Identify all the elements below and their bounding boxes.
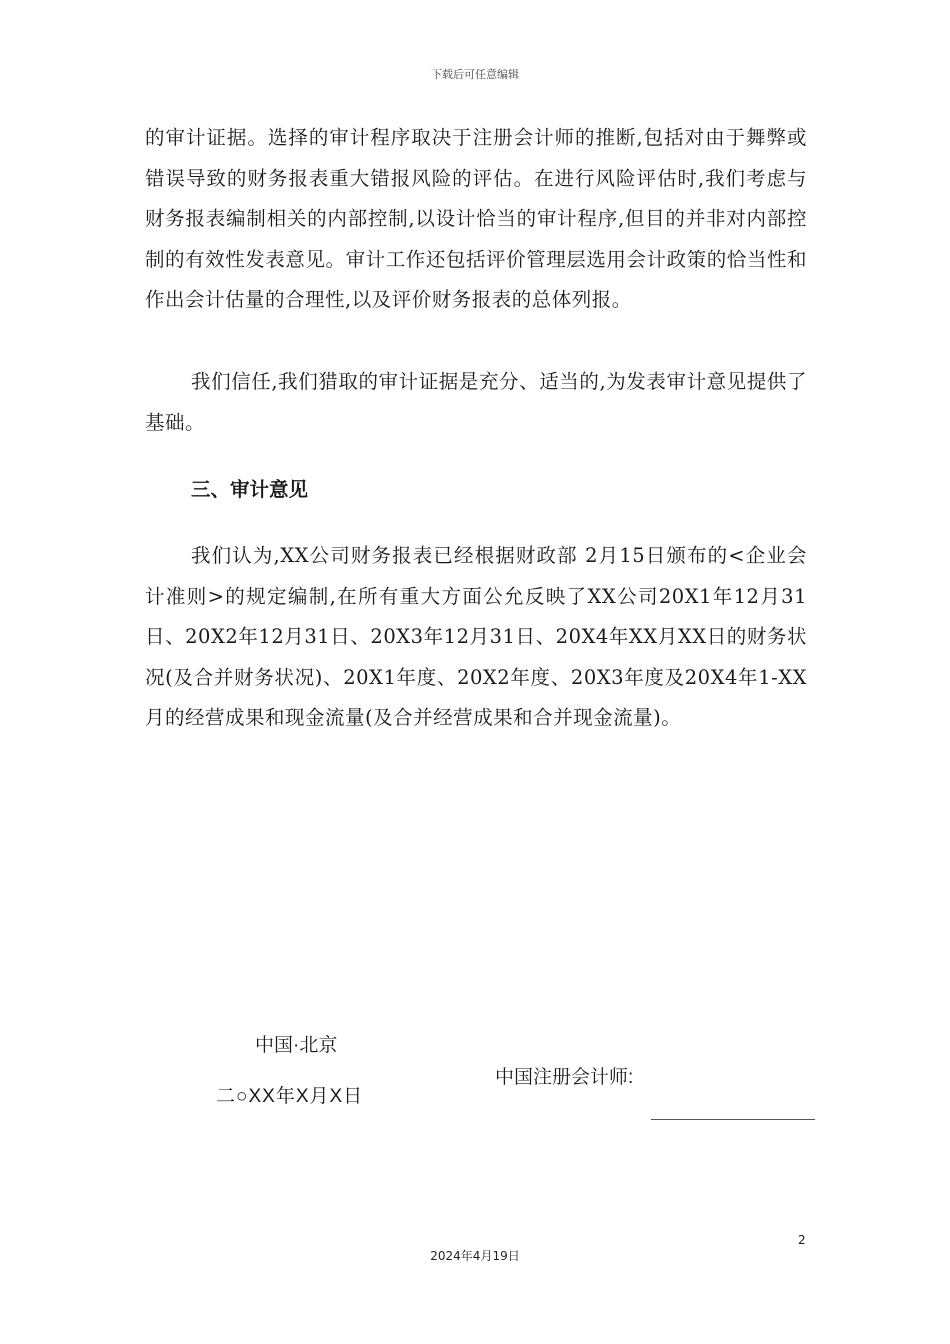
paragraph-audit-evidence: 的审计证据。选择的审计程序取决于注册会计师的推断,包括对由于舞弊或错误导致的财务报表重大错报风险的评估。在进行风险评估时,我们考虑与财务报表编制相关的内部控制,以设计恰当的审计程序,但目的并非对内部控制的有效性发表意见。审计工作还包括评价管理层选用会计政策的恰当性和作出会计估量的合理性,以及评价财务报表的总体列报。 [145,126,807,311]
paragraph-audit-opinion: 我们认为,XX公司财务报表已经根据财政部 2月15日颁布的<企业会计准则>的规定编制,在所有重大方面公允反映了XX公司20X1年12月31日、20X2年12月31日、20X3年12月31日、20X4年XX月XX日的财务状况(及合并财务状况)、20X1年度、20X2年度、20X3年度及20X4年1-XX月的经营成果和现金流量(及合并经营成果和合并现金流量)。 [145,544,807,729]
page-footer-date: 2024年4月19日 [430,1249,520,1263]
paragraph-sufficient-evidence: 我们信任,我们猎取的审计证据是充分、适当的,为发表审计意见提供了基础。 [145,370,807,434]
signature-date: 二○XX年X月X日 [216,1086,364,1107]
signature-city: 中国·北京 [255,1035,338,1056]
page-header: 下载后可任意编辑 [431,68,519,81]
page-number: 2 [798,1233,806,1247]
signature-cpa-label: 中国注册会计师: [495,1067,634,1088]
section-heading-audit-opinion: 三、审计意见 [191,478,309,501]
signature-line [651,1119,815,1120]
